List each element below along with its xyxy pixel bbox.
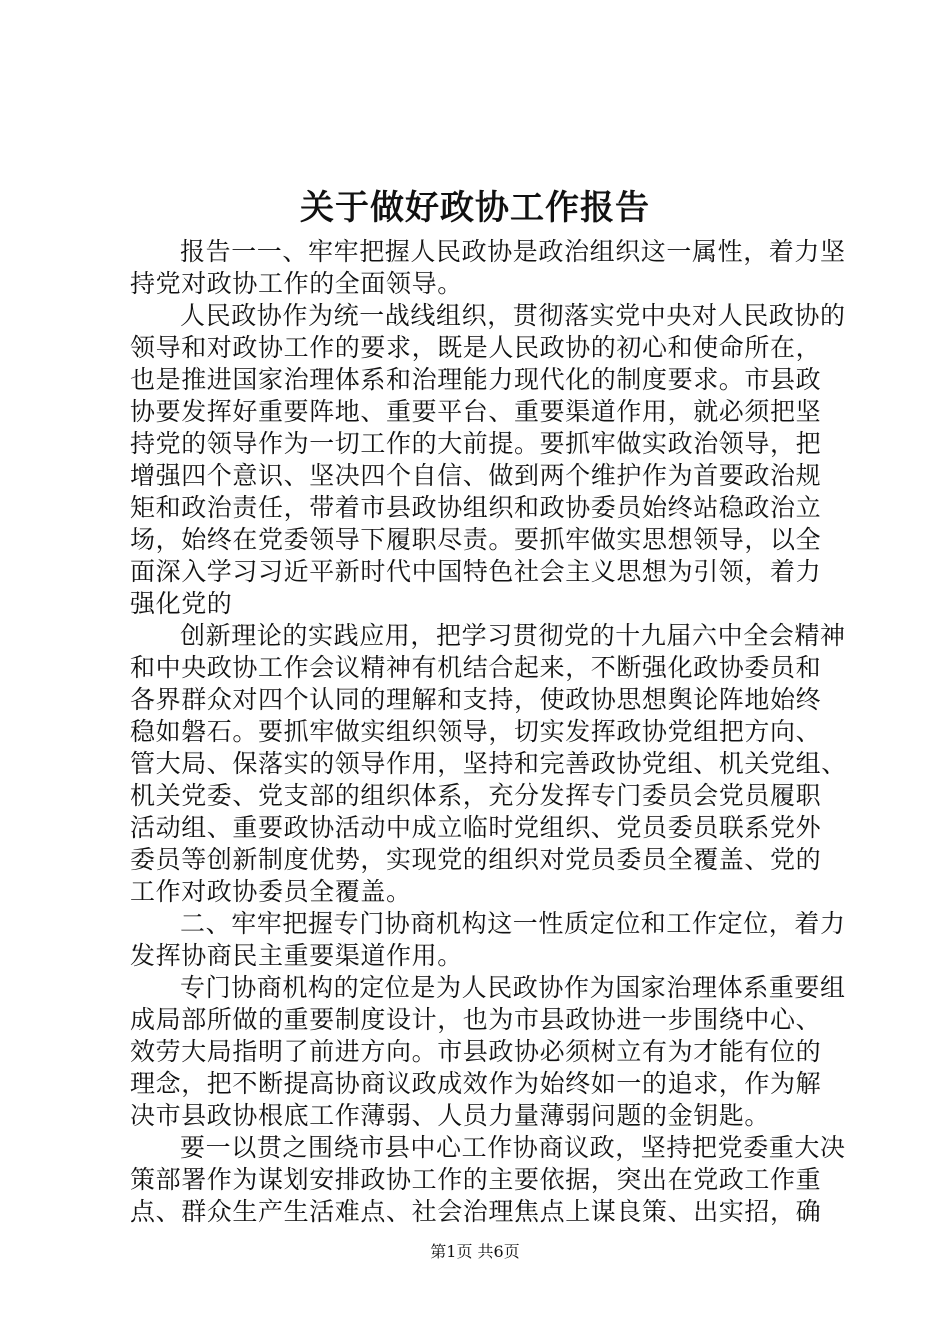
text-line: 发挥协商民主重要渠道作用。 xyxy=(130,941,463,970)
text-line: 点、群众生产生活难点、社会治理焦点上谋良策、出实招，确 xyxy=(130,1197,822,1226)
text-line: 场，始终在党委领导下履职尽责。要抓牢做实思想领导，以全 xyxy=(130,525,822,554)
text-line: 委员等创新制度优势，实现党的组织对党员委员全覆盖、党的 xyxy=(130,845,822,874)
text-line: 活动组、重要政协活动中成立临时党组织、党员委员联系党外 xyxy=(130,813,822,842)
text-line: 面深入学习习近平新时代中国特色社会主义思想为引领，着力 xyxy=(130,557,822,586)
text-line: 也是推进国家治理体系和治理能力现代化的制度要求。市县政 xyxy=(130,365,822,394)
text-line: 和中央政协工作会议精神有机结合起来，不断强化政协委员和 xyxy=(130,653,822,682)
text-line: 效劳大局指明了前进方向。市县政协必须树立有为才能有位的 xyxy=(130,1037,822,1066)
text-line: 工作对政协委员全覆盖。 xyxy=(130,877,412,906)
page-footer: 第1页 共6页 xyxy=(430,1242,520,1261)
text-line: 协要发挥好重要阵地、重要平台、重要渠道作用，就必须把坚 xyxy=(130,397,822,426)
text-line: 报告一一、牢牢把握人民政协是政治组织这一属性，着力坚 xyxy=(180,237,846,266)
text-line: 理念，把不断提高协商议政成效作为始终如一的追求，作为解 xyxy=(130,1069,822,1098)
document-body xyxy=(130,236,847,1228)
text-line: 策部署作为谋划安排政协工作的主要依据，突出在党政工作重 xyxy=(130,1165,822,1194)
text-line: 矩和政治责任，带着市县政协组织和政协委员始终站稳政治立 xyxy=(130,493,822,522)
text-line: 成局部所做的重要制度设计，也为市县政协进一步围绕中心、 xyxy=(130,1005,822,1034)
text-line: 机关党委、党支部的组织体系，充分发挥专门委员会党员履职 xyxy=(130,781,822,810)
text-line: 各界群众对四个认同的理解和支持，使政协思想舆论阵地始终 xyxy=(130,685,822,714)
text-line: 增强四个意识、坚决四个自信、做到两个维护作为首要政治规 xyxy=(130,461,822,490)
text-line: 决市县政协根底工作薄弱、人员力量薄弱问题的金钥匙。 xyxy=(130,1101,771,1130)
text-line: 要一以贯之围绕市县中心工作协商议政，坚持把党委重大决 xyxy=(180,1133,846,1162)
text-line: 持党对政协工作的全面领导。 xyxy=(130,269,463,298)
text-line: 二、牢牢把握专门协商机构这一性质定位和工作定位，着力 xyxy=(180,909,846,938)
page-title: 关于做好政协工作报告 xyxy=(300,188,650,228)
text-line: 稳如磐石。要抓牢做实组织领导，切实发挥政协党组把方向、 xyxy=(130,717,822,746)
text-line: 人民政协作为统一战线组织，贯彻落实党中央对人民政协的 xyxy=(180,301,846,330)
text-line: 强化党的 xyxy=(130,589,233,618)
text-line: 领导和对政协工作的要求，既是人民政协的初心和使命所在， xyxy=(130,333,822,362)
text-line: 持党的领导作为一切工作的大前提。要抓牢做实政治领导，把 xyxy=(130,429,822,458)
text-line: 管大局、保落实的领导作用，坚持和完善政协党组、机关党组、 xyxy=(130,749,847,778)
text-line: 专门协商机构的定位是为人民政协作为国家治理体系重要组 xyxy=(180,973,846,1002)
text-line: 创新理论的实践应用，把学习贯彻党的十九届六中全会精神 xyxy=(180,621,846,650)
